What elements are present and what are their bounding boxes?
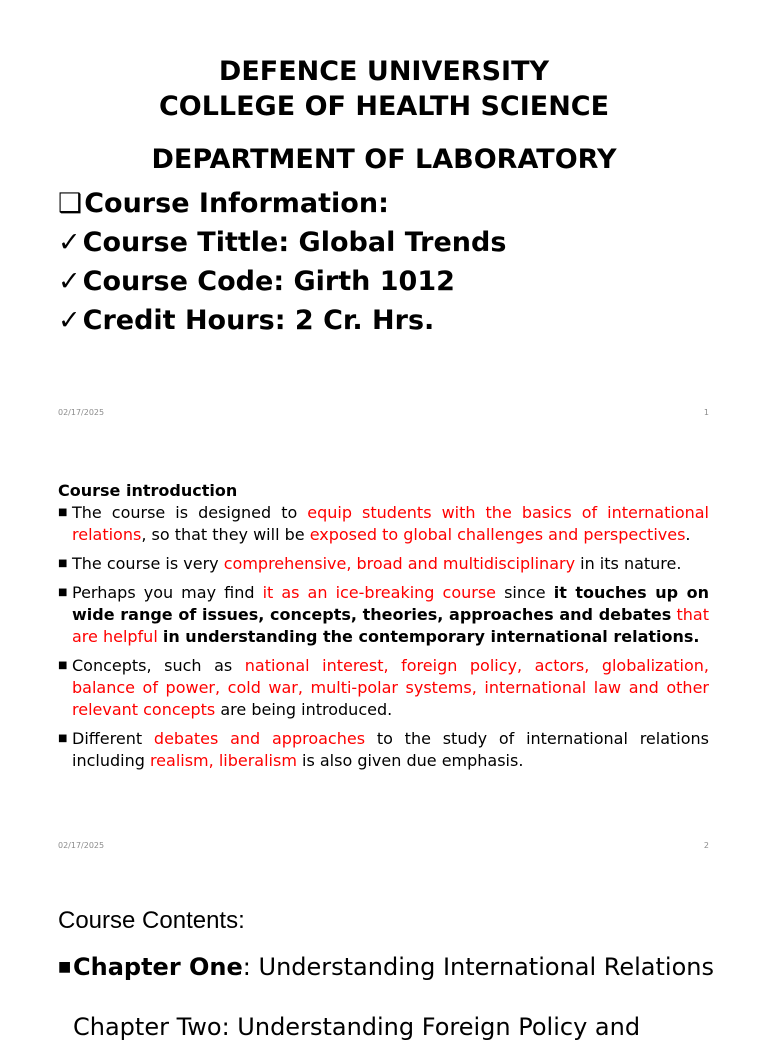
credit-hours-line: ✓Credit Hours: 2 Cr. Hrs. (58, 303, 434, 339)
course-code-line: ✓Course Code: Girth 1012 (58, 264, 455, 300)
college-title: COLLEGE OF HEALTH SCIENCE (158, 91, 610, 122)
list-item: ■ The course is designed to equip students with the basics of international relations, so that they will be exposed to global challenges and perspectives. (58, 503, 709, 544)
list-item: ■ The course is very comprehensive, broad and multidisciplinary in its nature. (58, 554, 682, 573)
department-title: DEPARTMENT OF LABORATORY (151, 144, 617, 175)
intro-bullet-list (58, 502, 709, 779)
checkmark-icon: ✓ (58, 305, 81, 336)
university-title: DEFENCE UNIVERSITY (218, 56, 550, 87)
slide-number: 2 (703, 841, 709, 850)
chapter-two-item: Chapter Two: Understanding Foreign Policy and (73, 1013, 641, 1041)
slide-date: 02/17/2025 (58, 841, 105, 850)
square-bullet-icon: ■ (58, 558, 68, 569)
checkmark-icon: ✓ (58, 266, 81, 297)
course-contents-title: Course Contents: (58, 907, 245, 934)
course-title-line: ✓Course Tittle: Global Trends (58, 225, 506, 261)
square-bullet-icon: ■ (58, 660, 68, 671)
square-bullet-icon: ■ (58, 587, 68, 598)
square-bullet-icon: ■ (58, 733, 68, 744)
slide-date: 02/17/2025 (58, 408, 105, 417)
slide-number: 1 (703, 408, 709, 417)
chapter-one-item: ■ Chapter One: Understanding International Relations (58, 953, 714, 981)
course-info-heading: ❑Course Information: (58, 186, 389, 222)
slide-1 (0, 0, 768, 432)
list-item: ■ Perhaps you may find it as an ice-breaking course since it touches up on wide range of issues, concepts, theories, approaches and debates that are helpful in understanding the contemporary international relations. (58, 583, 710, 646)
slide-3 (0, 865, 768, 1041)
course-introduction-heading: Course introduction (58, 481, 238, 500)
list-item: ■ Different debates and approaches to the study of international relations including realism, liberalism is also given due emphasis. (58, 729, 710, 770)
list-item: ■ Concepts, such as national interest, foreign policy, actors, globalization, balance of power, cold war, multi-polar systems, international law and other relevant concepts are being introduced. (58, 656, 709, 719)
square-bullet-icon: ■ (58, 959, 72, 975)
slide-2 (0, 432, 768, 865)
square-bullet-icon: ■ (58, 507, 68, 518)
checkmark-icon: ✓ (58, 227, 81, 258)
checkbox-icon: ❑ (58, 188, 83, 219)
